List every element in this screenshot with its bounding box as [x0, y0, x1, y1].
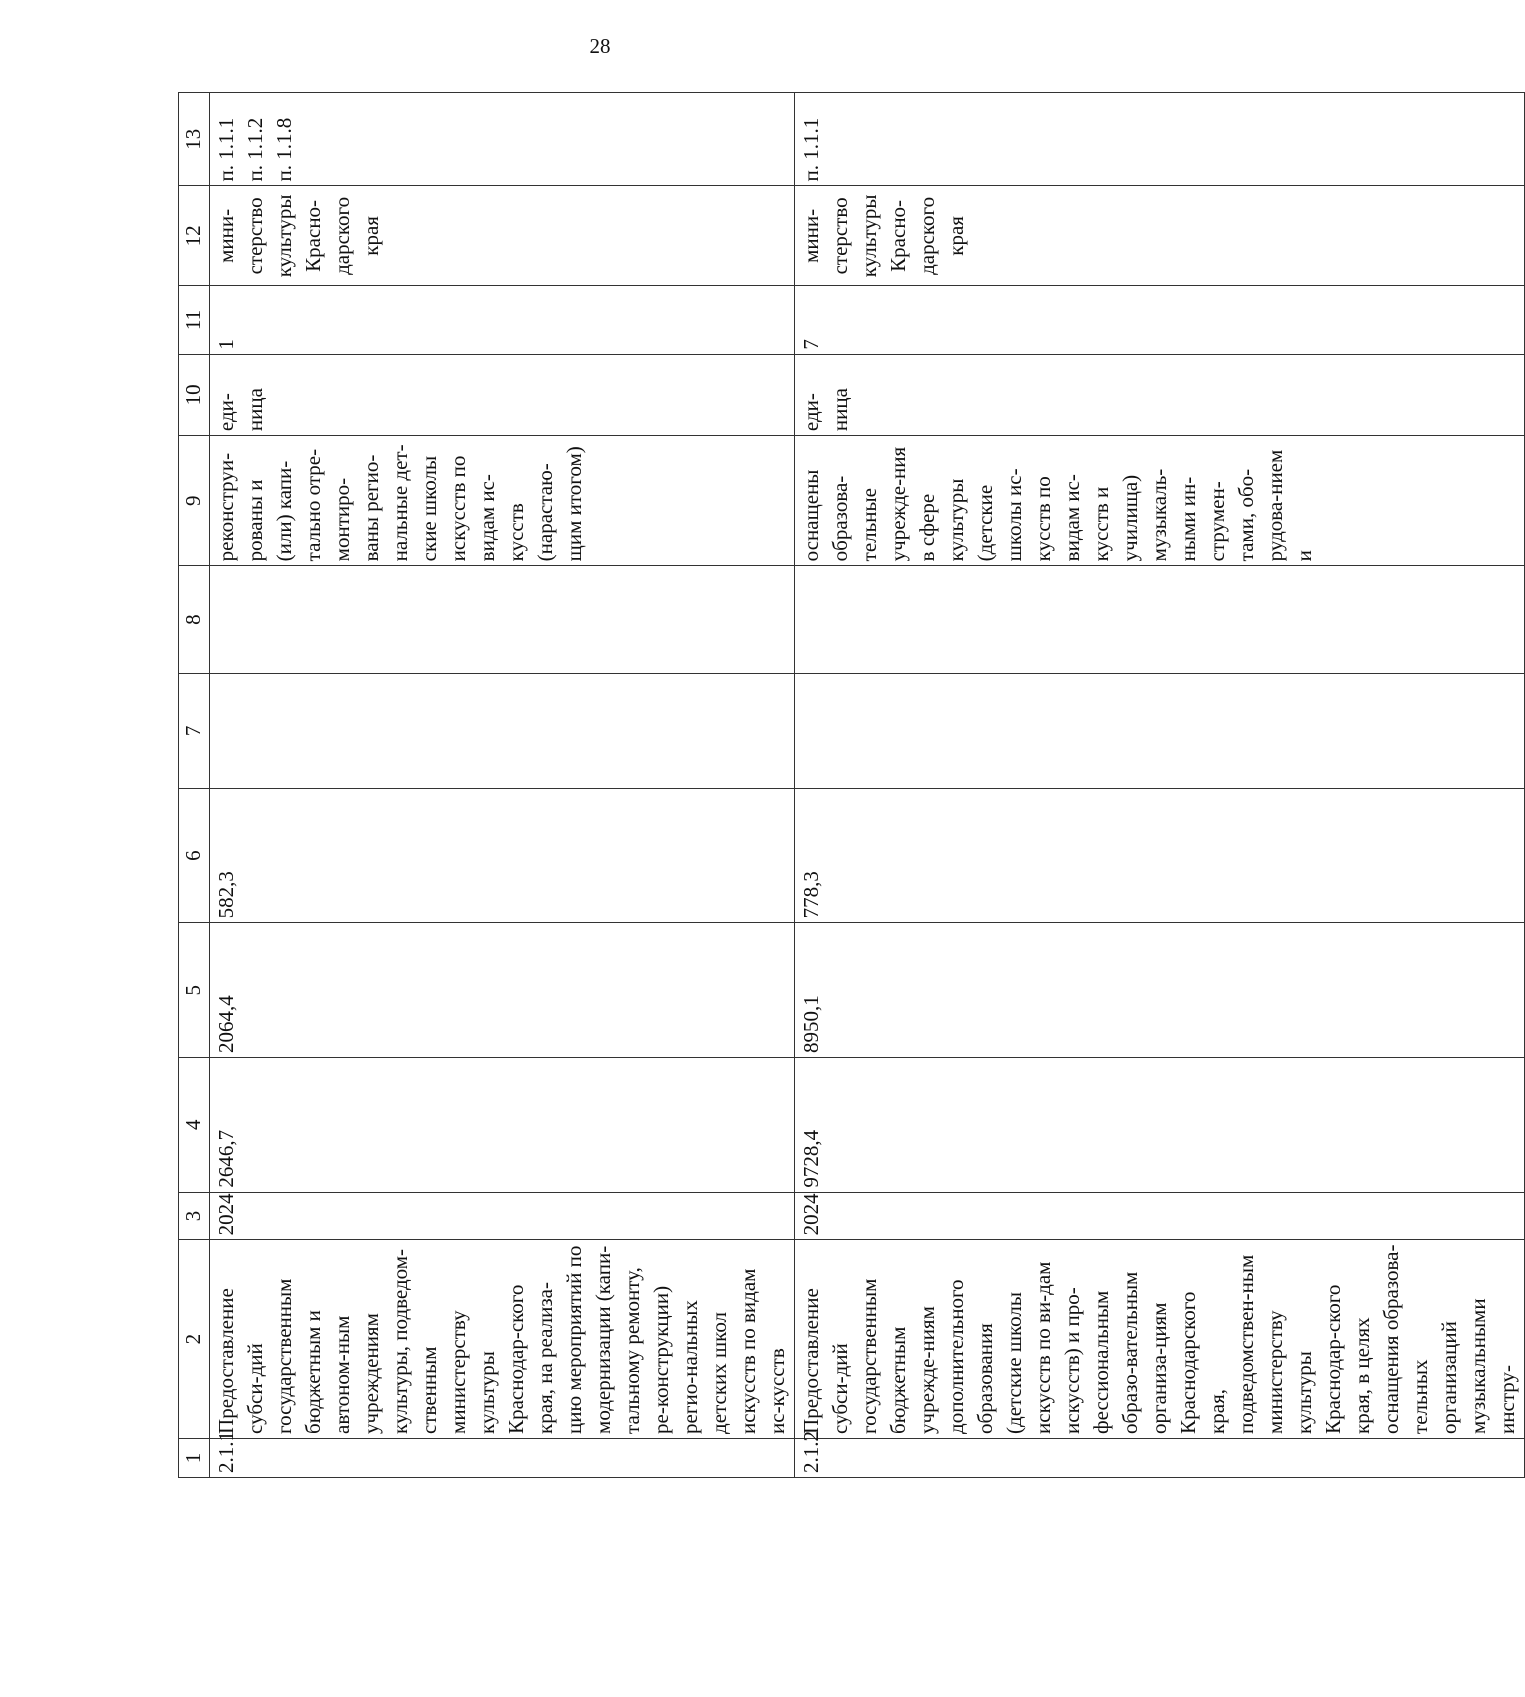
col-header-7: 7: [179, 673, 210, 788]
col-header-11: 11: [179, 286, 210, 354]
amount-col8: [210, 566, 795, 673]
result-description: реконструи-рованы и (или) капи-тально отре-монтиро-ваны регио-нальные дет-ские школы искусств по видам ис-кусств (нарастаю-щим итогом): [210, 436, 795, 566]
year-cell: 2024: [210, 1192, 795, 1240]
amount-col6: 582,3: [210, 788, 795, 923]
row-id: 2.1.1: [210, 1438, 795, 1477]
amount-col8: [795, 566, 1525, 673]
amount-col5: 2064,4: [210, 923, 795, 1058]
column-number-row: [179, 93, 210, 1478]
amount-col7: [795, 673, 1525, 788]
amount-col7: [210, 673, 795, 788]
unit-cell: еди-ница: [210, 354, 795, 435]
col-header-4: 4: [179, 1057, 210, 1192]
result-description: оснащены образова-тельные учрежде-ния в сфере культуры (детские школы ис-кусств по видам ис-кусств и училища) музыкаль-ными ин-струмен-тами, обо-рудова-нием и: [795, 436, 1525, 566]
reference-cell: п. 1.1.1 п. 1.1.2 п. 1.1.8: [210, 93, 795, 186]
table-row: [210, 93, 795, 1478]
amount-col6: 778,3: [795, 788, 1525, 923]
col-header-12: 12: [179, 186, 210, 286]
page-number: 28: [589, 34, 611, 58]
col-header-8: 8: [179, 566, 210, 673]
value-cell: 1: [210, 286, 795, 354]
table-row: [795, 93, 1525, 1478]
total-amount: 9728,4: [795, 1057, 1525, 1192]
year-cell: 2024: [795, 1192, 1525, 1240]
col-header-1: 1: [179, 1438, 210, 1477]
responsible-cell: мини-стерство культуры Красно-дарского края: [210, 186, 795, 286]
measure-description: Предоставление субси-дий государственным бюджетным учрежде-ниям дополнительного образования (детские школы искусств по ви-дам искусств) и про-фессиональным образо-вательным организа-циям Краснодарского края, подведомствен-ным министерству культуры Краснодар-ского края, в целях оснащения образова-тельных организаций музыкальными инстру-: [795, 1240, 1525, 1439]
value-cell: 7: [795, 286, 1525, 354]
program-measures-table: [178, 92, 1525, 1478]
measure-description: Предоставление субси-дий государственным бюджетным и автоном-ным учреждениям культуры, подведом-ственным министерству культуры Краснодар-ского края, на реализа-цию мероприятий по модернизации (капи-тальному ремонту, ре-конструкции) регио-нальных детских школ искусств по видам ис-кусств: [210, 1240, 795, 1439]
col-header-9: 9: [179, 436, 210, 566]
responsible-cell: мини-стерство культуры Красно-дарского края: [795, 186, 1525, 286]
amount-col5: 8950,1: [795, 923, 1525, 1058]
col-header-6: 6: [179, 788, 210, 923]
col-header-2: 2: [179, 1240, 210, 1439]
total-amount: 2646,7: [210, 1057, 795, 1192]
col-header-10: 10: [179, 354, 210, 435]
col-header-13: 13: [179, 93, 210, 186]
row-id: 2.1.2: [795, 1438, 1525, 1477]
reference-cell: п. 1.1.1: [795, 93, 1525, 186]
col-header-3: 3: [179, 1192, 210, 1240]
col-header-5: 5: [179, 923, 210, 1058]
unit-cell: еди-ница: [795, 354, 1525, 435]
rotated-table-container: [178, 92, 1519, 1478]
